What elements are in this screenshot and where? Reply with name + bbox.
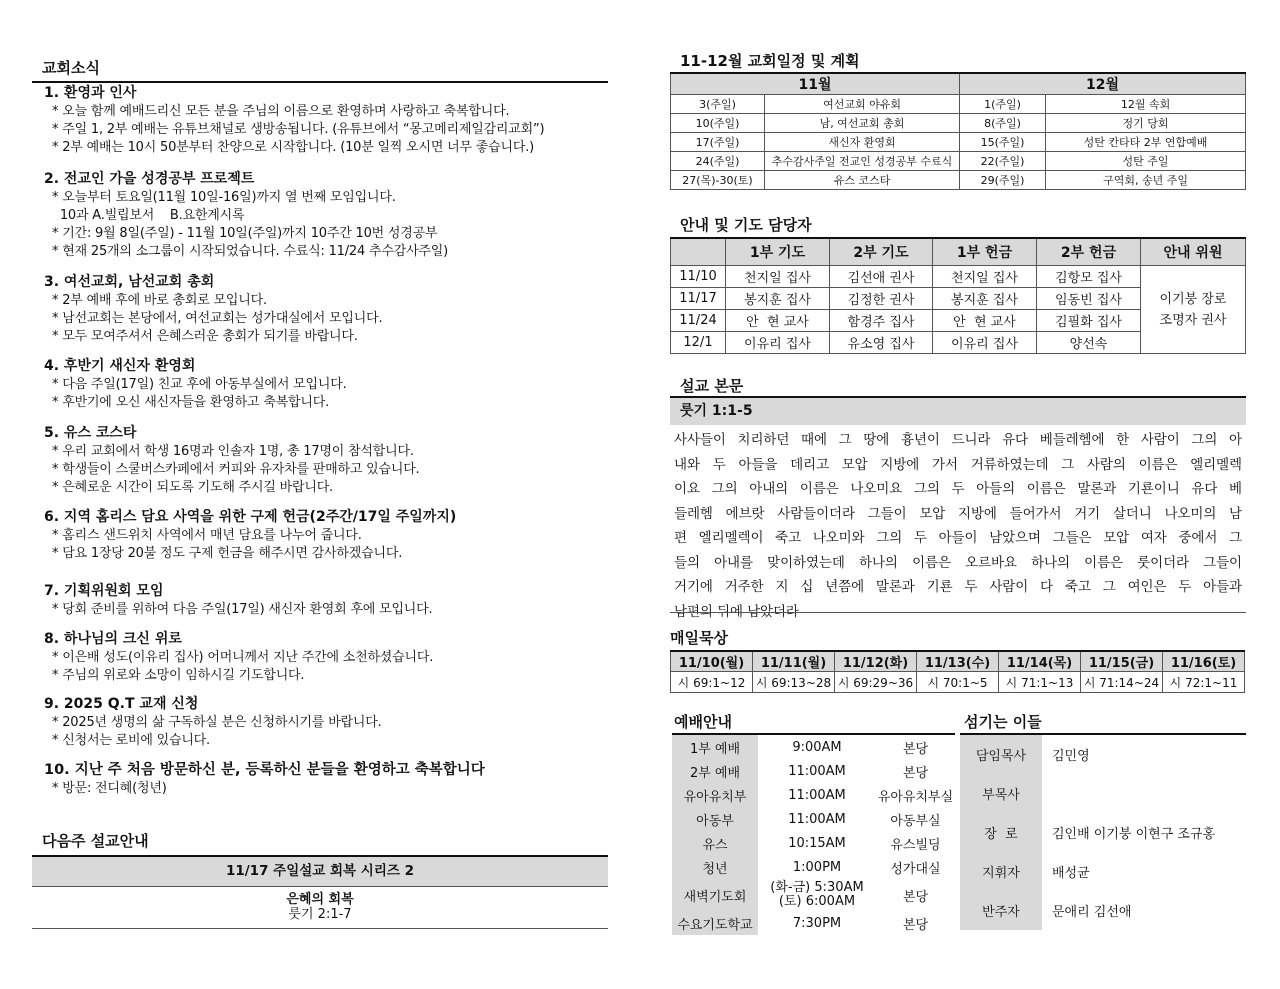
- next-sermon-scripture: 룻기 2:1-7: [288, 907, 352, 922]
- news-item-title: 1. 환영과 인사: [44, 85, 137, 101]
- duty-header: 안내 위원: [1141, 238, 1246, 266]
- duty-cell: 함경주 집사: [830, 310, 933, 332]
- table-row: [960, 734, 1246, 774]
- next-sermon-series: 11/17 주일설교 회복 시리즈 2: [32, 857, 608, 887]
- duty-header: 2부 기도: [830, 238, 933, 266]
- daily-ref: 시 71:1~13: [999, 672, 1081, 693]
- news-item-8: [44, 630, 604, 685]
- duty-cell: 김항모 집사: [1037, 266, 1141, 288]
- daily-table: [670, 650, 1245, 693]
- sermon-line: 들의 아내를 맞이하였는데 하나의 이름은 오르바요 하나의 이름은 룻이더라 그들이: [674, 554, 1242, 571]
- sermon-line: 사사들이 치리하던 때에 그 땅에 흉년이 드니라 유다 베들레헴에 한 사람이 그의 아: [674, 432, 1242, 448]
- sermon-line: 거기에 거주한 지 십 년쯤에 말론과 기룐 두 사람이 다 죽고 그 여인은 두 아들과: [674, 579, 1242, 595]
- next-sermon-box: [32, 855, 608, 929]
- news-item-2: [44, 170, 604, 261]
- duty-cell: 천지일 집사: [933, 266, 1037, 288]
- schedule-date: 29(주일): [960, 171, 1046, 190]
- duty-ushers: [1141, 266, 1246, 354]
- sermon-line: 내와 두 아들을 데리고 모압 지방에 가서 거류하였는데 그 사람의 이름은 엘리멜렉: [674, 456, 1242, 473]
- worship-time-multi: [758, 879, 876, 911]
- schedule-nov-header: 11월: [671, 73, 960, 95]
- table-row: [672, 911, 955, 935]
- table-row: [672, 807, 955, 831]
- servant-names: 김인배 이기붕 이현구 조규홍: [1052, 827, 1216, 842]
- daily-ref: 시 69:13~28: [753, 672, 835, 693]
- news-item-10: [44, 761, 604, 798]
- news-item-line: * 2부 예배는 10시 50분부터 찬양으로 시작합니다. (10분 일찍 오시면 너무 좋습니다.): [52, 140, 535, 155]
- worship-time: 10:15AM: [788, 835, 846, 851]
- schedule-event: 추수감사주일 전교인 성경공부 수료식: [765, 152, 960, 171]
- worship-time: 11:00AM: [788, 787, 846, 803]
- news-item-line: * 모두 모여주셔서 은혜스러운 총회가 되기를 바랍니다.: [52, 329, 358, 344]
- news-item-line: * 이은배 성도(이유리 집사) 어머니께서 지난 주간에 소천하셨습니다.: [52, 650, 434, 665]
- servant-names: 배성균: [1052, 866, 1090, 881]
- worship-place: 유스빌딩: [890, 837, 941, 853]
- news-item-title: 8. 하나님의 크신 위로: [44, 631, 182, 647]
- worship-name: 2부 예배: [672, 759, 758, 783]
- daily-ref: 시 72:1~11: [1163, 672, 1245, 693]
- sermon-section-title: 설교 본문: [680, 377, 744, 395]
- servant-role: 장 로: [960, 813, 1042, 852]
- news-item-title: 2. 전교인 가을 성경공부 프로젝트: [44, 171, 255, 187]
- news-item-line: * 담요 1장당 20불 정도 구제 헌금을 해주시면 감사하겠습니다.: [52, 546, 403, 561]
- news-item-line: * 주일 1, 2부 예배는 유튜브채널로 생방송됩니다. (유튜브에서 “몽고메리제일감리교회”): [52, 122, 545, 137]
- daily-date: 11/14(목): [999, 651, 1081, 672]
- daily-ref: 시 69:1~12: [671, 672, 753, 693]
- worship-time: 9:00AM: [792, 739, 842, 755]
- table-row: [672, 759, 955, 783]
- news-item-title: 7. 기획위원회 모임: [44, 583, 164, 599]
- table-row: [671, 95, 1246, 114]
- schedule-date: 3(주일): [671, 95, 765, 114]
- daily-ref: 시 69:29~36: [835, 672, 917, 693]
- duty-header: 2부 헌금: [1037, 238, 1141, 266]
- worship-place: 성가대실: [890, 861, 941, 877]
- daily-date: 11/10(월): [671, 651, 753, 672]
- servant-role: 부목사: [960, 774, 1042, 813]
- news-item-line: * 학생들이 스쿨버스카페에서 커피와 유자차를 판매하고 있습니다.: [52, 462, 420, 477]
- table-row: [671, 672, 1245, 693]
- daily-date: 11/13(수): [917, 651, 999, 672]
- news-item-line: * 현재 25개의 소그룹이 시작되었습니다. 수료식: 11/24 추수감사주일): [52, 244, 449, 259]
- news-item-9: [44, 695, 604, 750]
- news-item-line: 10과 A.빌립보서 B.요한계시록: [52, 208, 245, 223]
- worship-name: 유아유치부: [672, 783, 758, 807]
- schedule-event: 정기 당회: [1046, 114, 1246, 133]
- duty-cell: 김선애 권사: [830, 266, 933, 288]
- schedule-date: 27(목)-30(토): [671, 171, 765, 190]
- schedule-date: 24(주일): [671, 152, 765, 171]
- schedule-event: 남, 여선교회 총회: [765, 114, 960, 133]
- table-row: [960, 813, 1246, 852]
- worship-name: 1부 예배: [672, 734, 758, 759]
- schedule-date: 10(주일): [671, 114, 765, 133]
- servant-names: 문애리 김선애: [1052, 905, 1132, 920]
- duty-date: 11/17: [671, 288, 726, 310]
- duty-cell: 김필화 집사: [1037, 310, 1141, 332]
- daily-header-row: [671, 651, 1245, 672]
- duty-section-title: 안내 및 기도 담당자: [680, 216, 812, 234]
- duty-date: 12/1: [671, 332, 726, 354]
- schedule-event: 성탄 칸타타 2부 연합예배: [1046, 133, 1246, 152]
- news-item-line: * 주님의 위로와 소망이 임하시길 기도합니다.: [52, 668, 305, 683]
- table-row: [671, 133, 1246, 152]
- worship-place: 유아유치부실: [877, 789, 954, 805]
- news-item-title: 6. 지역 홈리스 담요 사역을 위한 구제 헌금(2주간/17일 주일까지): [44, 509, 457, 525]
- servants-section-title: 섬기는 이들: [964, 713, 1042, 731]
- schedule-event: 새신자 환영회: [765, 133, 960, 152]
- schedule-event: 유스 코스타: [765, 171, 960, 190]
- worship-table: [672, 733, 955, 935]
- news-item-title: 9. 2025 Q.T 교재 신청: [44, 696, 199, 712]
- table-row: [960, 774, 1246, 813]
- next-sermon-bottom-rule: [32, 928, 608, 929]
- duty-cell: 김정한 권사: [830, 288, 933, 310]
- duty-cell: 천지일 집사: [726, 266, 830, 288]
- worship-time: 11:00AM: [788, 811, 846, 827]
- sermon-line: 남편의 뒤에 남았더라: [674, 603, 799, 620]
- servants-table: [960, 733, 1246, 930]
- duty-table: [670, 237, 1246, 354]
- news-item-line: * 남선교회는 본당에서, 여선교회는 성가대실에서 모입니다.: [52, 311, 383, 326]
- schedule-table: [670, 72, 1246, 190]
- worship-place: 본당: [902, 765, 929, 781]
- news-item-line: * 방문: 전디혜(청년): [52, 781, 167, 796]
- table-row: [960, 891, 1246, 930]
- news-item-line: * 오늘부터 토요일(11월 10일-16일)까지 열 번째 모임입니다.: [52, 190, 396, 205]
- table-row: [672, 879, 955, 911]
- duty-usher-name: 조명자 권사: [1159, 312, 1227, 328]
- daily-ref: 시 70:1~5: [917, 672, 999, 693]
- table-row: [672, 783, 955, 807]
- servant-role: 반주자: [960, 891, 1042, 930]
- daily-date: 11/12(화): [835, 651, 917, 672]
- worship-time: (토) 6:00AM: [778, 894, 856, 909]
- duty-cell: 봉지훈 집사: [933, 288, 1037, 310]
- duty-cell: 이유리 집사: [726, 332, 830, 354]
- table-row: [671, 171, 1246, 190]
- duty-header-blank: [671, 238, 726, 266]
- daily-ref: 시 71:14~24: [1081, 672, 1163, 693]
- schedule-event: 성탄 주일: [1046, 152, 1246, 171]
- duty-usher-name: 이기붕 장로: [1159, 291, 1227, 307]
- worship-place: 본당: [902, 741, 929, 757]
- schedule-header-row: [671, 73, 1246, 95]
- servant-role: 담임목사: [960, 734, 1042, 774]
- table-row: [672, 734, 955, 759]
- table-row: [672, 855, 955, 879]
- duty-date: 11/24: [671, 310, 726, 332]
- daily-date: 11/11(월): [753, 651, 835, 672]
- sermon-line: 들레헴 에브랏 사람들이더라 그들이 모압 지방에 들어가서 거기 살더니 나오미의 남: [674, 505, 1242, 522]
- news-item-line: * 당회 준비를 위하여 다음 주일(17일) 새신자 환영회 후에 모입니다.: [52, 602, 433, 617]
- servant-names: 김민영: [1052, 749, 1090, 764]
- worship-name: 청년: [672, 855, 758, 879]
- news-item-title: 3. 여선교회, 남선교회 총회: [44, 274, 215, 290]
- duty-header: 1부 기도: [726, 238, 830, 266]
- schedule-date: 17(주일): [671, 133, 765, 152]
- sermon-text: [674, 428, 1242, 624]
- daily-section-title: 매일묵상: [670, 629, 728, 647]
- sermon-bottom-rule: [670, 612, 1246, 613]
- schedule-date: 8(주일): [960, 114, 1046, 133]
- schedule-event: 12월 속회: [1046, 95, 1246, 114]
- schedule-date: 1(주일): [960, 95, 1046, 114]
- duty-cell: 봉지훈 집사: [726, 288, 830, 310]
- news-item-3: [44, 273, 604, 346]
- news-item-line: * 은혜로운 시간이 되도록 기도해 주시길 바랍니다.: [52, 480, 333, 495]
- duty-cell: 유소영 집사: [830, 332, 933, 354]
- schedule-section-title: 11-12월 교회일정 및 계획: [680, 52, 860, 70]
- news-item-line: * 2025년 생명의 삶 구독하실 분은 신청하시기를 바랍니다.: [52, 715, 382, 730]
- news-item-line: * 오늘 함께 예배드리신 모든 분을 주님의 이름으로 환영하며 사랑하고 축복합니다.: [52, 104, 510, 119]
- news-item-line: * 우리 교회에서 학생 16명과 인솔자 1명, 총 17명이 참석합니다.: [52, 444, 414, 459]
- news-section-title: 교회소식: [42, 59, 100, 77]
- sermon-reference: 룻기 1:1-5: [670, 398, 1246, 425]
- sermon-line: 이요 그의 아내의 이름은 나오미요 그의 두 아들의 이름은 말론과 기룐이니 유다 베: [674, 481, 1242, 497]
- news-item-line: * 후반기에 오신 새신자들을 환영하고 축복합니다.: [52, 395, 330, 410]
- news-item-6: [44, 508, 604, 563]
- table-row: [960, 852, 1246, 891]
- duty-cell: 이유리 집사: [933, 332, 1037, 354]
- worship-place: 본당: [902, 889, 929, 905]
- next-sermon-title: 은혜의 회복: [286, 892, 354, 907]
- schedule-event: 여선교회 야유회: [765, 95, 960, 114]
- worship-name: 아동부: [672, 807, 758, 831]
- servant-names: [1042, 774, 1246, 813]
- worship-section-title: 예배안내: [674, 713, 732, 731]
- news-item-line: * 신청서는 로비에 있습니다.: [52, 733, 210, 748]
- news-item-4: [44, 357, 604, 412]
- worship-name: 수요기도학교: [672, 911, 758, 935]
- duty-cell: 안 현 교사: [933, 310, 1037, 332]
- worship-name: 유스: [672, 831, 758, 855]
- duty-cell: 임동빈 집사: [1037, 288, 1141, 310]
- news-item-title: 5. 유스 코스타: [44, 425, 137, 441]
- worship-time: 1:00PM: [792, 859, 842, 875]
- worship-time: (화-금) 5:30AM: [770, 880, 864, 895]
- table-row: [671, 114, 1246, 133]
- next-sermon-section-title: 다음주 설교안내: [42, 832, 149, 850]
- duty-cell: 안 현 교사: [726, 310, 830, 332]
- table-row: [671, 152, 1246, 171]
- worship-place: 본당: [902, 917, 929, 933]
- table-row: [672, 831, 955, 855]
- duty-cell: 양선속: [1037, 332, 1141, 354]
- servant-role: 지휘자: [960, 852, 1042, 891]
- schedule-date: 15(주일): [960, 133, 1046, 152]
- news-divider: [32, 81, 608, 83]
- sermon-line: 편 엘리멜렉이 죽고 나오미와 그의 두 아들이 남았으며 그들은 모압 여자 중에서 그: [674, 530, 1242, 546]
- worship-place: 아동부실: [890, 813, 941, 829]
- news-item-title: 10. 지난 주 처음 방문하신 분, 등록하신 분들을 환영하고 축복합니다: [44, 762, 485, 778]
- news-item-7: [44, 582, 604, 619]
- worship-time: 11:00AM: [788, 763, 846, 779]
- news-item-1: [44, 84, 604, 157]
- news-item-line: * 홈리스 샌드위치 사역에서 매년 담요를 나누어 줍니다.: [52, 528, 362, 543]
- news-item-line: * 다음 주일(17일) 친교 후에 아동부실에서 모입니다.: [52, 377, 347, 392]
- worship-time: 7:30PM: [792, 915, 842, 931]
- daily-date: 11/16(토): [1163, 651, 1245, 672]
- duty-date: 11/10: [671, 266, 726, 288]
- news-item-line: * 2부 예배 후에 바로 총회로 모입니다.: [52, 293, 267, 308]
- news-item-line: * 기간: 9월 8일(주일) - 11월 10일(주일)까지 10주간 10번 성경공부: [52, 226, 438, 241]
- worship-name: 새벽기도회: [672, 879, 758, 911]
- daily-date: 11/15(금): [1081, 651, 1163, 672]
- schedule-event: 구역회, 송년 주일: [1046, 171, 1246, 190]
- schedule-dec-header: 12월: [960, 73, 1246, 95]
- schedule-date: 22(주일): [960, 152, 1046, 171]
- duty-header: 1부 헌금: [933, 238, 1037, 266]
- news-item-5: [44, 424, 604, 497]
- duty-header-row: [671, 238, 1246, 266]
- table-row: [671, 266, 1246, 288]
- news-item-title: 4. 후반기 새신자 환영회: [44, 358, 196, 374]
